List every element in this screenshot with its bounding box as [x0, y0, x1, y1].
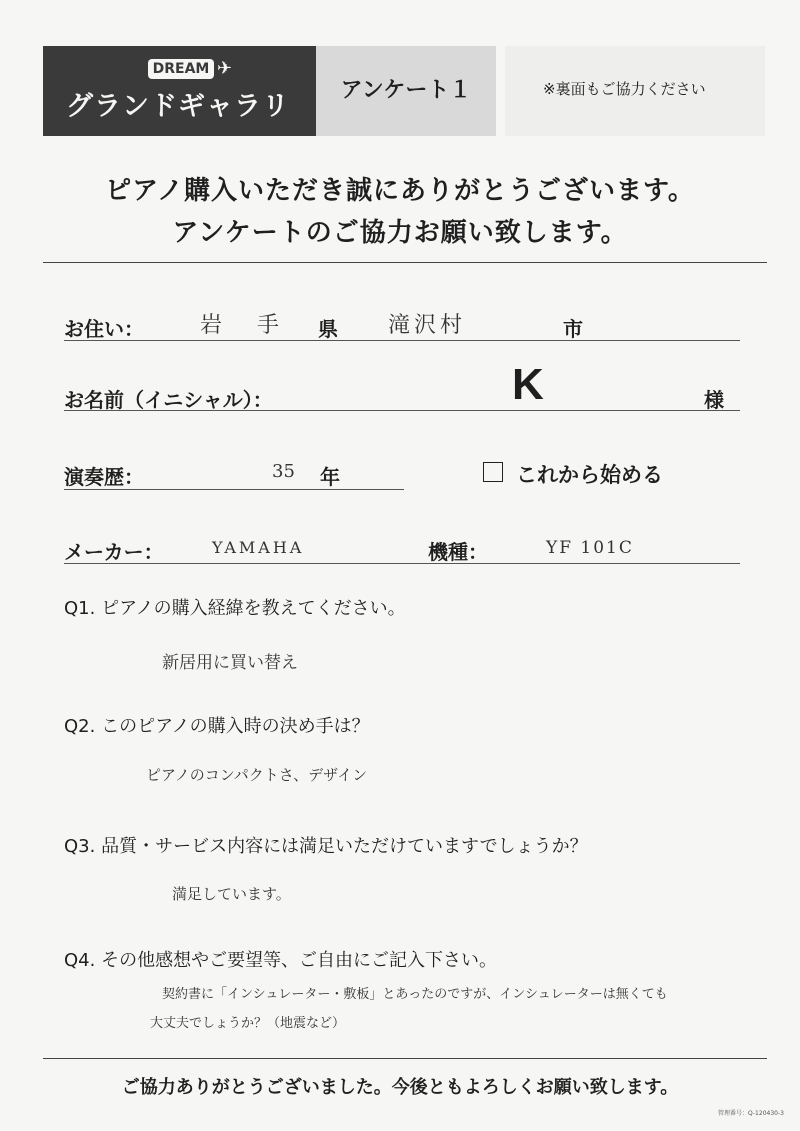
top-divider [43, 262, 767, 263]
name-underline [64, 410, 740, 411]
experience-suffix: 年 [320, 465, 340, 489]
answer-4-line-2: 大丈夫でしょうか？（地震など） [150, 1016, 346, 1031]
address-underline [64, 340, 740, 341]
experience-underline [64, 489, 404, 490]
title-line-2: アンケートのご協力お願い致します。 [172, 218, 628, 248]
address-prefecture: 岩 手 [200, 313, 293, 338]
beginner-checkbox-label: これから始める [516, 463, 663, 487]
maker-value: YAMAHA [212, 538, 305, 557]
question-3: Q3. 品質・サービス内容には満足いただけていますでしょうか？ [64, 836, 588, 857]
maker-model-underline [64, 563, 740, 564]
answer-3: 満足しています。 [172, 885, 291, 903]
name-suffix: 様 [704, 388, 724, 412]
maker-label: メーカー： [64, 540, 164, 564]
question-2: Q2. このピアノの購入時の決め手は？ [64, 716, 370, 737]
model-label: 機種： [428, 540, 488, 564]
question-1: Q1. ピアノの購入経緯を教えてください。 [64, 598, 406, 619]
survey-label: アンケート１ [340, 78, 472, 103]
name-initial: K [512, 360, 544, 409]
experience-label: 演奏歴： [64, 465, 144, 489]
address-city-suffix: 市 [563, 317, 583, 341]
bottom-divider [43, 1058, 767, 1059]
back-side-note: ※裏面もご協力ください [543, 80, 706, 98]
logo-dream-badge: DREAM [148, 59, 214, 79]
answer-2: ピアノのコンパクトさ、デザイン [146, 766, 368, 784]
experience-years: 35 [272, 461, 295, 482]
address-prefecture-suffix: 県 [318, 317, 338, 341]
model-value: YF 101C [546, 538, 634, 558]
management-number: 管理番号：Q-120430-3 [718, 1110, 784, 1117]
question-4: Q4. その他感想やご要望等、ご自由にご記入下さい。 [64, 950, 498, 971]
title-line-1: ピアノ購入いただき誠にありがとうございます。 [105, 176, 695, 206]
answer-1: 新居用に買い替え [162, 653, 298, 673]
address-city: 滝沢村 [388, 313, 467, 338]
logo-brand: グランドギャラリー [66, 91, 290, 161]
name-label: お名前（イニシャル）： [64, 388, 273, 412]
beginner-checkbox[interactable] [483, 462, 503, 482]
answer-4-line-1: 契約書に「インシュレーター・敷板」とあったのですが、インシュレーターは無くても [162, 987, 668, 1002]
address-label: お住い： [64, 317, 144, 341]
footer-thanks: ご協力ありがとうございました。今後ともよろしくお願い致します。 [121, 1077, 679, 1098]
airplane-icon: ✈ [217, 58, 233, 79]
